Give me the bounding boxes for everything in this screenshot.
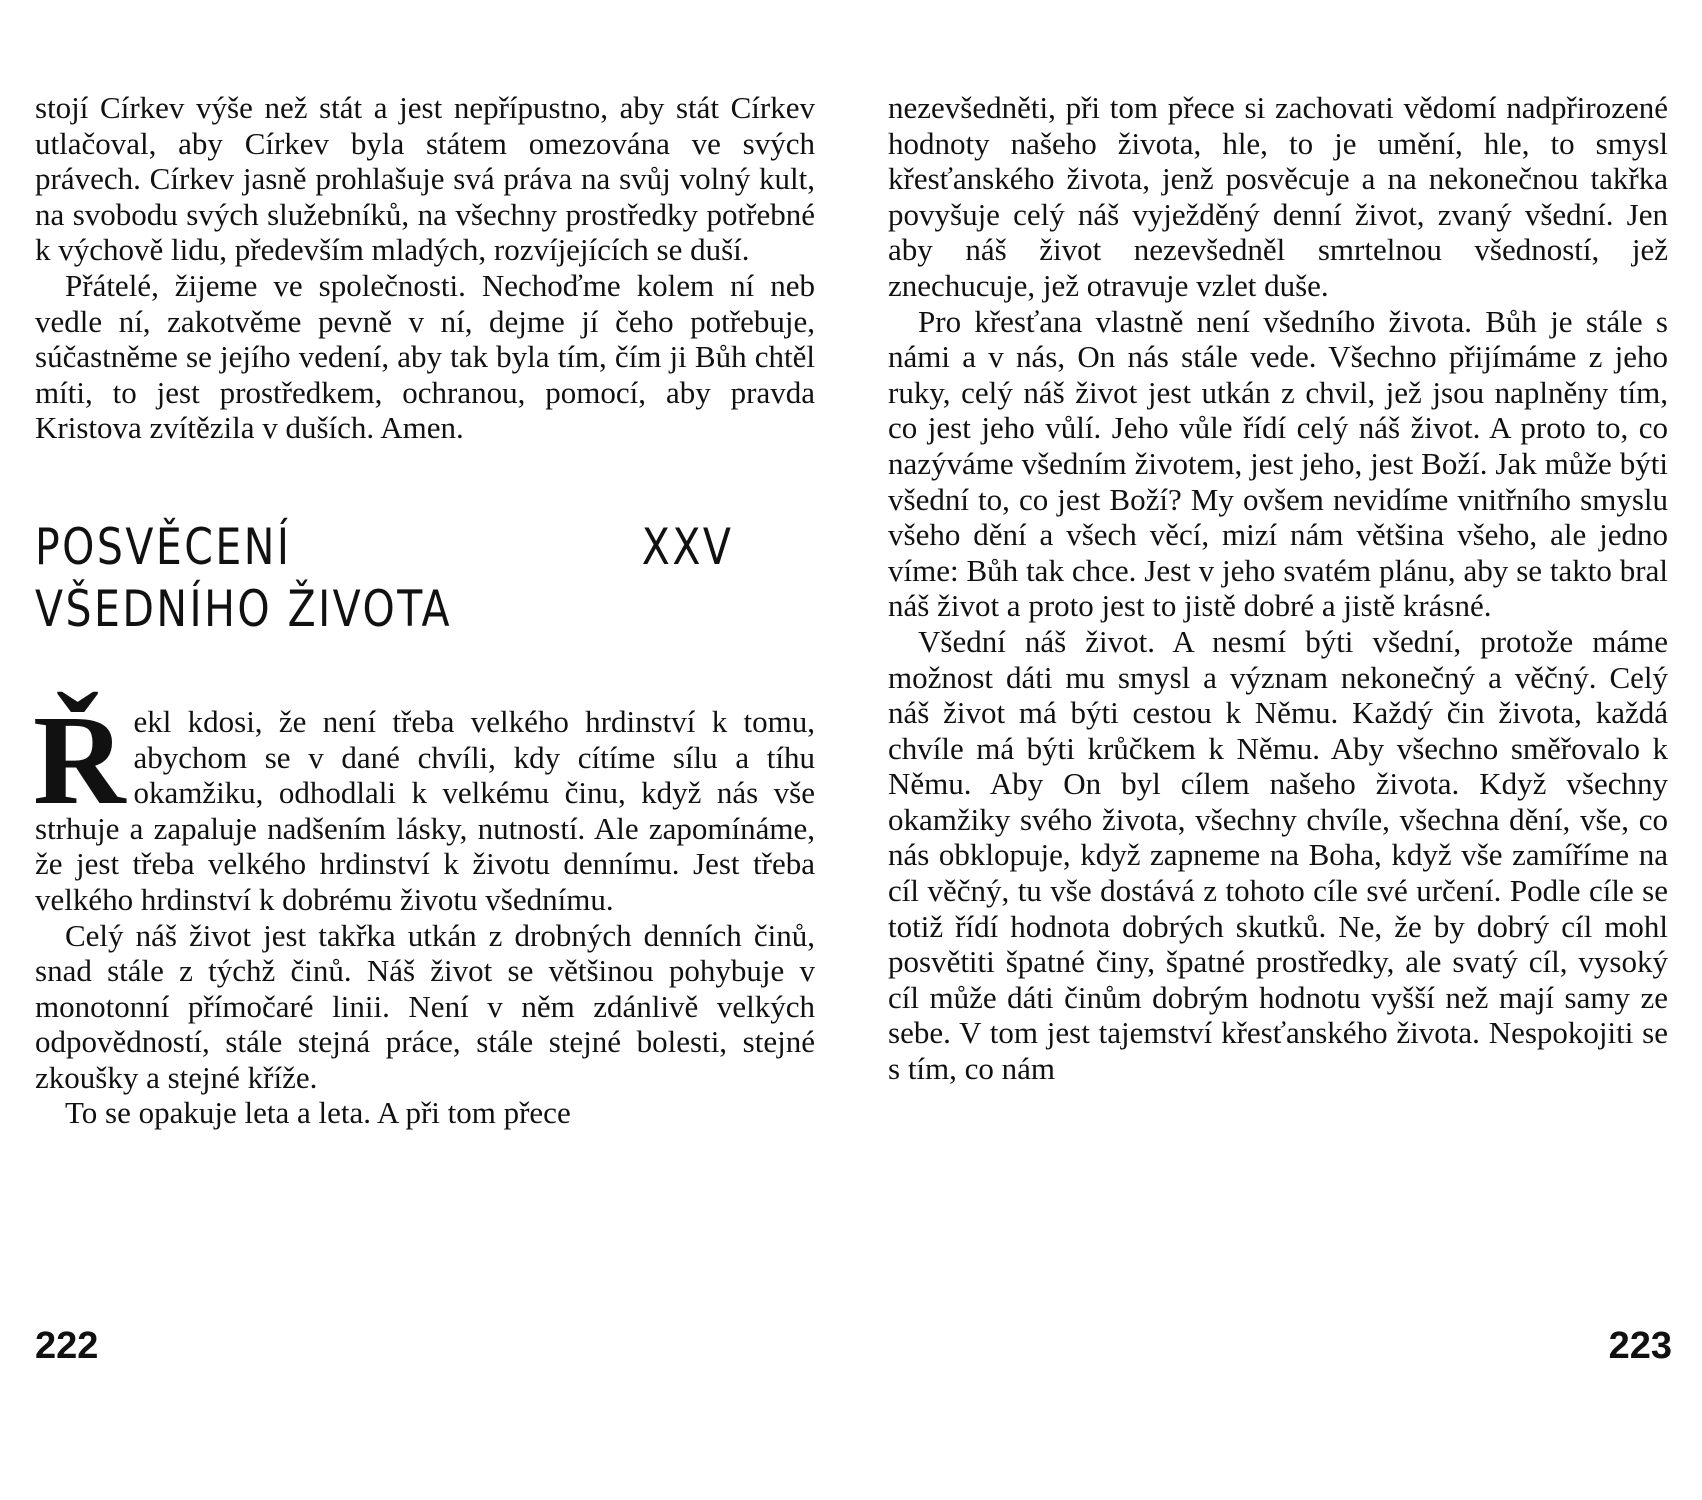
left-page [35,90,815,1131]
drop-cap: Ř [33,688,126,831]
chapter-text [33,688,815,1131]
chapter-number: XXV [641,517,734,576]
page-number-left: 222 [35,1325,99,1367]
chapter-title-line-2: VŠEDNÍHO ŽIVOTA [35,579,453,638]
page-number-right: 223 [1608,1325,1672,1367]
right-page [888,90,1668,1087]
paragraph: Celý náš život jest takřka utkán z drobných denních činů, snad stále z týchž činů. Náš život se většinou pohybuje v monotonní přímočaré linii. Není v něm zdánlivě velkých odpovědností, stále stejná práce, stále stejné bolesti, stejné zkoušky a stejné kříže. [35,917,815,1095]
paragraph: To se opakuje leta a leta. A při tom přece [65,1095,571,1131]
paragraph: Pro křesťana vlastně není všedního života. Bůh je stále s námi a v nás, On nás stále vede. Všechno přijímáme z jeho ruky, celý náš život jest utkán z chvil, jež jsou naplněny tím, co jest jeho vůlí. Jeho vůle řídí celý náš život. A proto to, co nazýváme všedním životem, jest jeho, jest Boží. Jak může býti všední to, co jest Boží? My ovšem nevidíme vnitřního smyslu všeho dění a všech věcí, mizí nám většina všeho, ale jedno víme: Bůh tak chce. Jest v jeho svatém plánu, aby se takto bral náš život a proto jest to jistě dobré a jistě krásné. [888,303,1668,624]
paragraph [33,688,815,918]
chapter-heading [35,516,734,656]
paragraph: nezevšedněti, při tom přece si zachovati vědomí nadpřirozené hodnoty našeho života, hle, to je umění, hle, to smysl křesťanského života, jenž posvěcuje a na nekonečnou takřka povyšuje celý náš vyježděný denní život, zvaný všední. Jen aby náš život nezevšedněl smrtelnou všedností, jež znechucuje, jež otravuje vzlet duše. [888,90,1668,303]
paragraph: stojí Církev výše než stát a jest nepřípustno, aby stát Církev utlačoval, aby Církev byla státem omezována ve svých právech. Církev jasně prohlašuje svá práva na svůj volný kult, na svobodu svých služebníků, na všechny prostředky potřebné k výchově lidu, především mladých, rozvíjejících se duší. [35,90,815,268]
left-page-continuation [35,90,815,446]
right-page-text [888,90,1668,1087]
paragraph: Všední náš život. A nesmí býti všední, protože máme možnost dáti mu smysl a význam nekonečný a věčný. Celý náš život má býti cestou k Němu. Každý čin života, každá chvíle má býti krůčkem k Němu. Aby všechno směřovalo k Němu. Aby On byl cílem našeho života. Když všechny okamžiky svého života, všechny chvíle, všechna dění, vše, co nás obklopuje, když zapneme na Boha, když vše zamíříme na cíl věčný, tu vše dostává z tohoto cíle své určení. Podle cíle se totiž řídí hodnota dobrých skutků. Ne, že by dobrý cíl mohl posvětiti špatné činy, špatné prostředky, ale svatý cíl, vysoký cíl může dáti činům dobrým hodnotu vyšší než mají samy ze sebe. V tom jest tajemství křesťanského života. Nespokojiti se s tím, co nám [888,623,1668,1087]
paragraph: Přátelé, žijeme ve společnosti. Nechoďme kolem ní neb vedle ní, zakotvěme pevně v ní, dejme jí čeho potřebuje, súčastněme se jejího vedení, aby tak byla tím, čím ji Bůh chtěl míti, to jest prostředkem, ochranou, pomocí, aby pravda Kristova zvítězila v duších. Amen. [35,267,815,446]
chapter-title-line-1: POSVĚCENÍ [35,517,292,576]
first-paragraph-text: ekl kdosi, že není třeba velkého hrdinství k tomu, abychom se v dané chvíli, kdy cítíme sílu a tíhu okamžiku, odhodlali k velkému činu, když nás vše strhuje a zapaluje nadšením lásky, nutností. Ale zapomínáme, že jest třeba velkého hrdinství k životu dennímu. Jest třeba velkého hrdinství k dobrému životu všednímu. [35,703,815,917]
